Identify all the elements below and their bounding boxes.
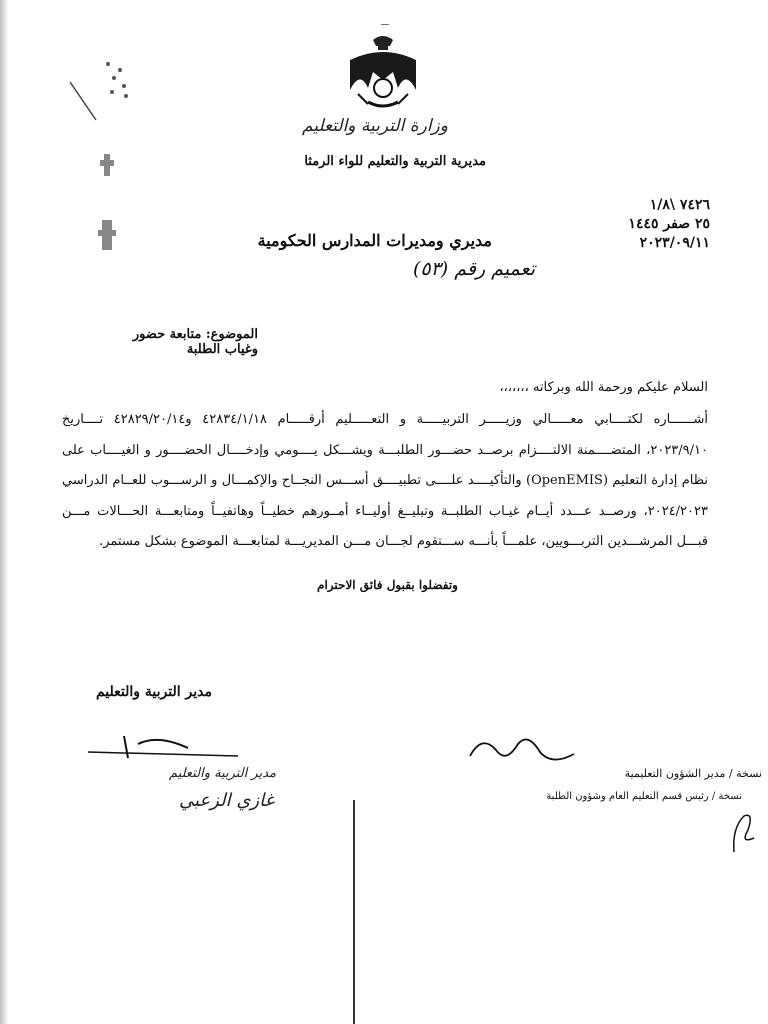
handwritten-name: غازي الزعبي (179, 790, 274, 811)
margin-artifacts (92, 150, 132, 270)
body-paragraph: أشــــــاره لكتــــابي معـــــالي وزيـــــر التربيـــــة و التعـــــليم أرقـــــام ٤٢٨٣٤/١/١٨ و٤٢٨٢٩/٢٠/١٤ تــــاريخ ٢٠٢٣/٩/١٠، المتضــــمنة الالتــــزام برصــد حضـــور الطلبـــة ويشـــكل يــــومي وإدخــــال الحضــــور و الغيــــاب على نظام إدارة التعليم (OpenEMIS) والتأكيــــد علــــى تطبيــــق أســـس النجــاح والإكمـــال و الرســـوب للعــام الدراسي ٢٠٢٤/٢٠٢٣، ورصــد عـــدد أيــام غيـاب الطلبــة وتبليــغ أوليــاء أمــورهم خطيــاً وهاتفيــاً ومتابعـــة الحـــالات مـــن قبـــل المرشـــدين التربـــويين، علمـــاً بأنـــه ســـتقوم لجـــان مـــن المديريـــة لمتابعـــة الموضوع بشكل مستمر. (62, 412, 709, 549)
reference-block (560, 196, 710, 253)
copy-recipient-2: نسخة / رئيس قسم التعليم العام وشؤون الطلبة (546, 791, 742, 802)
crest-caption: ـــ (381, 18, 389, 28)
hijri-date: ٢٥ صفر ١٤٤٥ (628, 216, 710, 232)
fold-line (353, 800, 355, 1024)
gregorian-date: ٢٠٢٣/٠٩/١١ (639, 235, 710, 251)
ministry-name: وزارة التربية والتعليم (302, 116, 448, 136)
subject-line: الموضوع: متابعة حضور وغياب الطلبة (132, 327, 258, 357)
initials-scribble (462, 730, 582, 770)
closing-line: وتفضلوا بقبول فائق الاحترام (317, 578, 458, 592)
copy-recipient-1: نسخة / مدير الشؤون التعليمية (624, 767, 762, 780)
scan-edge-shadow (0, 0, 8, 1024)
signatory-title: مدير التربية والتعليم (95, 684, 212, 700)
crest-icon (338, 30, 428, 112)
directorate-name: مديرية التربية والتعليم للواء الرمثا (304, 154, 486, 169)
margin-scribble (728, 808, 758, 858)
greeting: السلام عليكم ورحمة الله وبركاته ،،،،،،، (499, 380, 708, 395)
stamp-mark (66, 52, 146, 122)
reference-number: ٧٤٢٦ \١/٨ (649, 197, 710, 213)
letter-body (62, 405, 708, 558)
circular-number: تعميم رقم (٥٣) (412, 258, 535, 280)
handwritten-title: مدير التربية والتعليم (169, 766, 276, 781)
recipient: مديري ومديرات المدارس الحكومية (257, 231, 492, 250)
